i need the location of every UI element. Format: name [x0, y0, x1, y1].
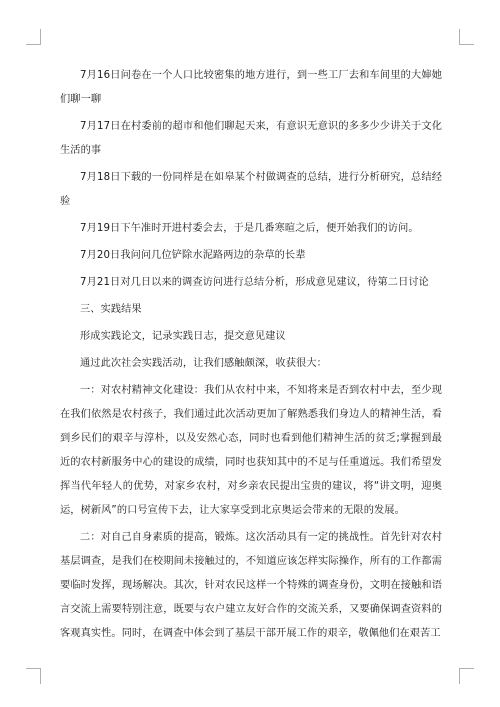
- paragraph-outcomes: 形成实践论文，记录实践日志，提交意见建议: [80, 331, 286, 342]
- paragraph-point-two: 二：对自己自身素质的提高，锻炼。这次活动具有一定的挑战性。首先针对农村基层调查，是我们在校期间未接触过的，不知道应该怎样实际操作，所有的工作都需要临时发挥，现场解决。其次，针对农民这样一个特殊的调查身份，文明在接触和语言交流上需要特别注意，既要与农户建立友好合作的交流关系，又要确保调查资料的客观真实性。同时，在调查中体会到了基层干部开展工作的艰辛，敬佩他们在艰苦工: [60, 532, 442, 639]
- paragraph-jul18: 7月18日下载的一份同样是在如皋某个村做调查的总结，进行分析研究，总结经验: [60, 172, 442, 207]
- corner-mark-top-right-v: [459, 29, 460, 45]
- paragraph-point-one: 一：对农村精神文化建设：我们从农村中来，不知将来是否到农村中去，至少现在我们依然是农村孩子，我们通过此次活动更加了解熟悉我们身边人的精神生活，看到乡民们的艰辛与淳朴，以及安然心态，同时也看到他们精神生活的贫乏;掌握到最近的农村新服务中心的建设的成绩，同时也获知其中的不足与任重道远。我们希望发挥当代年轻人的优势，对家乡农村，对乡亲农民提出宝贵的建议，将“讲文明，迎奥运，树新风”的口号宣传下去，让大家享受到北京奥运会带来的无限的发展。: [60, 385, 442, 516]
- corner-mark-bottom-right-h: [459, 668, 474, 669]
- corner-mark-bottom-left-h: [26, 668, 41, 669]
- paragraph-jul20: 7月20日我问问几位铲除水泥路两边的杂草的长辈: [80, 250, 306, 261]
- section-heading-results: 三、实践结果: [80, 304, 142, 315]
- paragraph-jul17: 7月17日在村委前的超市和他们聊起天来，有意识无意识的多多少少讲关于文化生活的事: [60, 121, 442, 156]
- document-body: [60, 64, 442, 649]
- corner-mark-bottom-left-v: [40, 668, 41, 684]
- corner-mark-top-right-h: [459, 44, 474, 45]
- paragraph-jul19: 7月19日下午准时开进村委会去，于是几番寒暄之后，便开始我们的访问。: [80, 223, 419, 234]
- corner-mark-bottom-right-v: [459, 668, 460, 684]
- paragraph-summary-intro: 通过此次社会实践活动，让我们感触颇深，收获很大：: [80, 358, 327, 369]
- corner-mark-top-left-v: [40, 29, 41, 45]
- paragraph-jul16: 7月16日问卷在一个人口比较密集的地方进行，到一些工厂去和车间里的大婶她们聊一聊: [60, 70, 442, 105]
- corner-mark-top-left-h: [26, 44, 41, 45]
- paragraph-jul21: 7月21日对几日以来的调查访问进行总结分析，形成意见建议，待第二日讨论: [80, 277, 429, 288]
